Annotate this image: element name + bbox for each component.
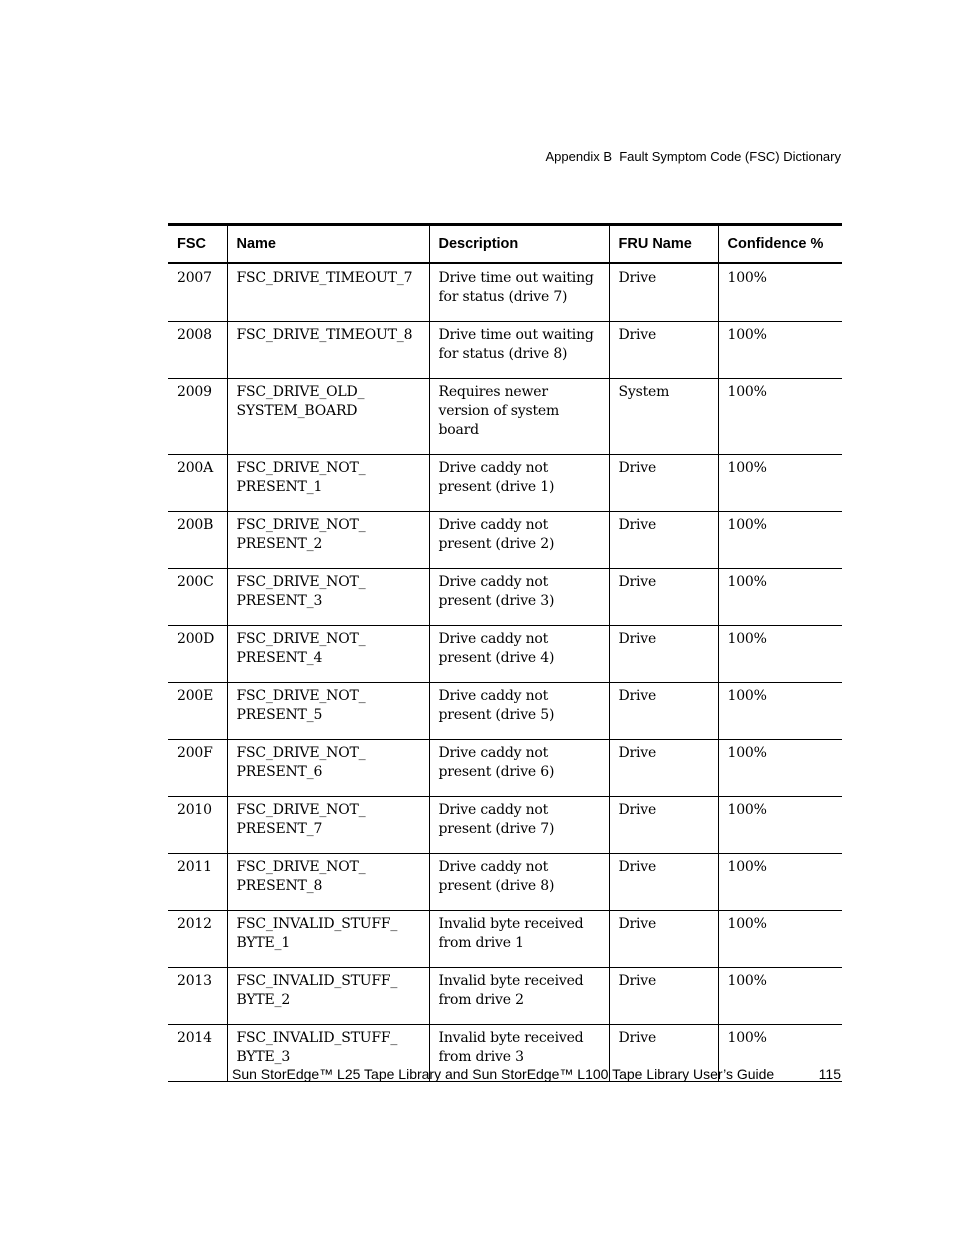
cell-name [227, 512, 429, 569]
cell-fru-name [609, 455, 718, 512]
cell-description-text: Drive time out waiting for status (drive 7) [438, 270, 594, 305]
cell-description-text: Invalid byte received from drive 3 [438, 1030, 584, 1065]
cell-fru-name [609, 569, 718, 626]
cell-fsc [168, 455, 227, 512]
running-footer: Sun StorEdge™ L25 Tape Library and Sun StorEdge™ L100 Tape Library User’s Guide [232, 1066, 775, 1082]
cell-confidence [718, 968, 842, 1025]
table-row [168, 322, 842, 379]
cell-fsc [168, 512, 227, 569]
cell-description [429, 797, 609, 854]
cell-description [429, 626, 609, 683]
running-header: Appendix B Fault Symptom Code (FSC) Dictionary [545, 149, 841, 164]
cell-confidence-text: 100% [727, 574, 767, 590]
cell-fru-name-text: Drive [618, 973, 657, 989]
table-row [168, 379, 842, 455]
cell-description [429, 683, 609, 740]
cell-fru-name-text: Drive [618, 631, 657, 647]
cell-fsc-text: 200E [177, 688, 214, 704]
cell-confidence [718, 455, 842, 512]
cell-name [227, 911, 429, 968]
cell-description-text: Drive caddy not present (drive 8) [438, 859, 555, 894]
cell-confidence [718, 740, 842, 797]
cell-fru-name-text: Drive [618, 270, 657, 286]
column-header-fru-name: FRU Name [609, 225, 718, 264]
cell-confidence [718, 683, 842, 740]
cell-fru-name-text: Drive [618, 916, 657, 932]
cell-fru-name [609, 512, 718, 569]
cell-fru-name-text: System [618, 384, 670, 400]
cell-fsc [168, 797, 227, 854]
cell-name-text: FSC_INVALID_STUFF_ BYTE_3 [236, 1030, 398, 1065]
cell-description [429, 854, 609, 911]
cell-confidence-text: 100% [727, 327, 767, 343]
cell-fru-name-text: Drive [618, 517, 657, 533]
cell-description-text: Drive caddy not present (drive 1) [438, 460, 555, 495]
page-number: 115 [818, 1066, 841, 1082]
cell-name-text: FSC_INVALID_STUFF_ BYTE_2 [236, 973, 398, 1008]
cell-name [227, 683, 429, 740]
cell-description-text: Drive time out waiting for status (drive 8) [438, 327, 594, 362]
cell-confidence-text: 100% [727, 973, 767, 989]
cell-confidence [718, 569, 842, 626]
cell-fsc-text: 2007 [177, 270, 212, 286]
cell-description-text: Drive caddy not present (drive 5) [438, 688, 555, 723]
cell-fsc-text: 2013 [177, 973, 212, 989]
cell-fru-name-text: Drive [618, 460, 657, 476]
cell-description-text: Drive caddy not present (drive 7) [438, 802, 555, 837]
cell-fru-name [609, 322, 718, 379]
table-header [168, 225, 842, 264]
cell-confidence-text: 100% [727, 384, 767, 400]
cell-fsc [168, 911, 227, 968]
cell-confidence [718, 322, 842, 379]
column-header-name: Name [227, 225, 429, 264]
cell-fsc [168, 683, 227, 740]
cell-confidence-text: 100% [727, 916, 767, 932]
table-row [168, 683, 842, 740]
table-row [168, 968, 842, 1025]
table-row [168, 569, 842, 626]
cell-description [429, 740, 609, 797]
cell-description-text: Drive caddy not present (drive 6) [438, 745, 555, 780]
cell-description [429, 569, 609, 626]
fsc-dictionary-table [168, 223, 842, 1082]
table-header-row [168, 225, 842, 264]
cell-confidence-text: 100% [727, 688, 767, 704]
cell-fsc [168, 263, 227, 322]
cell-name [227, 379, 429, 455]
cell-confidence [718, 379, 842, 455]
cell-description-text: Drive caddy not present (drive 3) [438, 574, 555, 609]
cell-name [227, 968, 429, 1025]
cell-name-text: FSC_DRIVE_NOT_ PRESENT_7 [236, 802, 366, 837]
cell-fru-name-text: Drive [618, 574, 657, 590]
cell-fsc [168, 740, 227, 797]
cell-name [227, 740, 429, 797]
cell-confidence-text: 100% [727, 745, 767, 761]
cell-fru-name-text: Drive [618, 688, 657, 704]
cell-fru-name-text: Drive [618, 745, 657, 761]
cell-confidence-text: 100% [727, 631, 767, 647]
column-header-confidence: Confidence % [718, 225, 842, 264]
cell-fsc-text: 2012 [177, 916, 212, 932]
column-header-fsc: FSC [177, 236, 206, 252]
table-row [168, 797, 842, 854]
cell-fsc-text: 2010 [177, 802, 212, 818]
table-row [168, 263, 842, 322]
cell-fru-name [609, 626, 718, 683]
cell-name-text: FSC_DRIVE_TIMEOUT_7 [236, 270, 413, 286]
cell-confidence [718, 626, 842, 683]
cell-fsc [168, 569, 227, 626]
cell-name-text: FSC_DRIVE_NOT_ PRESENT_6 [236, 745, 366, 780]
cell-fsc-text: 200A [177, 460, 214, 476]
cell-confidence-text: 100% [727, 1030, 767, 1046]
cell-name-text: FSC_DRIVE_NOT_ PRESENT_5 [236, 688, 366, 723]
cell-description [429, 263, 609, 322]
cell-confidence-text: 100% [727, 270, 767, 286]
cell-name-text: FSC_INVALID_STUFF_ BYTE_1 [236, 916, 398, 951]
cell-description [429, 455, 609, 512]
cell-description-text: Drive caddy not present (drive 2) [438, 517, 555, 552]
cell-description [429, 911, 609, 968]
cell-fsc-text: 2014 [177, 1030, 212, 1046]
table-row [168, 911, 842, 968]
cell-fsc-text: 2009 [177, 384, 212, 400]
cell-description [429, 968, 609, 1025]
table-row [168, 455, 842, 512]
cell-fru-name [609, 379, 718, 455]
cell-fru-name-text: Drive [618, 859, 657, 875]
cell-confidence-text: 100% [727, 802, 767, 818]
cell-fru-name [609, 968, 718, 1025]
cell-description-text: Invalid byte received from drive 2 [438, 973, 584, 1008]
cell-name [227, 569, 429, 626]
cell-fsc-text: 200D [177, 631, 215, 647]
cell-fru-name [609, 911, 718, 968]
cell-name [227, 626, 429, 683]
cell-description [429, 379, 609, 455]
cell-confidence [718, 854, 842, 911]
cell-fsc [168, 322, 227, 379]
cell-fsc-text: 2011 [177, 859, 212, 875]
cell-name [227, 263, 429, 322]
cell-fsc [168, 968, 227, 1025]
cell-fru-name-text: Drive [618, 802, 657, 818]
cell-fsc-text: 200B [177, 517, 214, 533]
cell-fsc-text: 200C [177, 574, 214, 590]
column-header-description: Description [429, 225, 609, 264]
cell-name-text: FSC_DRIVE_NOT_ PRESENT_8 [236, 859, 366, 894]
cell-fru-name [609, 263, 718, 322]
cell-fsc [168, 854, 227, 911]
cell-description-text: Requires newer version of system board [438, 384, 560, 438]
table-row [168, 512, 842, 569]
table-row [168, 626, 842, 683]
table-row [168, 854, 842, 911]
cell-name [227, 854, 429, 911]
cell-confidence [718, 797, 842, 854]
cell-fru-name [609, 740, 718, 797]
cell-fru-name [609, 683, 718, 740]
cell-name-text: FSC_DRIVE_NOT_ PRESENT_1 [236, 460, 366, 495]
cell-name-text: FSC_DRIVE_NOT_ PRESENT_4 [236, 631, 366, 666]
cell-fru-name-text: Drive [618, 1030, 657, 1046]
cell-confidence-text: 100% [727, 517, 767, 533]
cell-fru-name [609, 797, 718, 854]
cell-name-text: FSC_DRIVE_OLD_ SYSTEM_BOARD [236, 384, 365, 419]
cell-name-text: FSC_DRIVE_NOT_ PRESENT_2 [236, 517, 366, 552]
cell-confidence [718, 263, 842, 322]
cell-fsc [168, 379, 227, 455]
cell-confidence [718, 512, 842, 569]
cell-description [429, 322, 609, 379]
cell-name-text: FSC_DRIVE_NOT_ PRESENT_3 [236, 574, 366, 609]
cell-fsc-text: 2008 [177, 327, 212, 343]
cell-description-text: Drive caddy not present (drive 4) [438, 631, 555, 666]
cell-name [227, 797, 429, 854]
cell-description-text: Invalid byte received from drive 1 [438, 916, 584, 951]
cell-name [227, 322, 429, 379]
cell-name [227, 455, 429, 512]
cell-confidence [718, 911, 842, 968]
cell-fru-name [609, 854, 718, 911]
cell-confidence-text: 100% [727, 460, 767, 476]
cell-confidence-text: 100% [727, 859, 767, 875]
table-row [168, 740, 842, 797]
cell-fsc [168, 626, 227, 683]
cell-fsc [168, 1025, 227, 1082]
cell-description [429, 512, 609, 569]
table-body [168, 263, 842, 1082]
cell-fru-name-text: Drive [618, 327, 657, 343]
cell-name-text: FSC_DRIVE_TIMEOUT_8 [236, 327, 413, 343]
cell-fsc-text: 200F [177, 745, 213, 761]
